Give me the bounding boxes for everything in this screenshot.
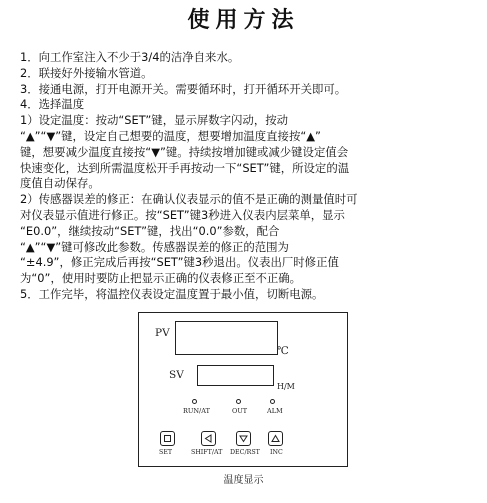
sv-label: SV xyxy=(169,369,184,381)
figure-caption: 温度显示 xyxy=(223,475,264,486)
out-indicator-light xyxy=(236,399,241,404)
page-title: 使用方法 xyxy=(187,8,300,33)
run-at-label: RUN/AT xyxy=(183,407,210,415)
instruction-line: 为“0”，使用时要防止把显示正确的仪表修正至不正确。 xyxy=(20,271,302,286)
alm-indicator-light xyxy=(270,399,275,404)
shift-at-button-label: SHIFT/AT xyxy=(191,449,223,456)
pv-label: PV xyxy=(155,327,170,339)
instruction-line: 对仪表显示值进行修正。按“SET”键3秒进入仪表内层菜单，显示 xyxy=(20,207,345,222)
square-icon xyxy=(161,432,174,445)
instruction-line: “▲”“▼”键，设定自己想要的温度，想要增加温度直接按“▲” xyxy=(20,128,321,143)
dec-rst-button[interactable] xyxy=(236,431,251,446)
instructions-block xyxy=(20,50,475,303)
inc-button-label: INC xyxy=(270,449,283,456)
instruction-line: 度值自动保存。 xyxy=(20,176,100,191)
inc-button[interactable] xyxy=(268,431,283,446)
instruction-line: “E0.0”，继续按动“SET”键，找出“0.0”参数，配合 xyxy=(20,223,280,238)
triangle-down-icon xyxy=(237,432,250,445)
temperature-controller-panel xyxy=(138,312,348,467)
instruction-line: 3．接通电源，打开电源开关。需要循环时，打开循环开关即可。 xyxy=(20,81,347,96)
shift-at-button[interactable] xyxy=(201,431,216,446)
instruction-line: 2．联接好外接输水管道。 xyxy=(20,65,153,80)
run-at-indicator-light xyxy=(192,399,197,404)
set-button-label: SET xyxy=(159,449,173,456)
instruction-line: “▲”“▼”键可修改此参数。传感器误差的修正的范围为 xyxy=(20,239,289,254)
instruction-line: “±4.9”，修正完成后再按“SET”键3秒退出。仪表出厂时修正值 xyxy=(20,255,339,270)
triangle-left-icon xyxy=(202,432,215,445)
instruction-line: 5．工作完毕，将温控仪表设定温度置于最小值，切断电源。 xyxy=(20,286,324,301)
triangle-up-icon xyxy=(269,432,282,445)
set-button[interactable] xyxy=(160,431,175,446)
instruction-line: 1．向工作室注入不少于3/4的洁净自来水。 xyxy=(20,50,240,64)
instruction-line: 1）设定温度：按动“SET”键，显示屏数字闪动，按动 xyxy=(20,113,288,128)
dec-rst-button-label: DEC/RST xyxy=(230,449,260,456)
sv-unit: H/M xyxy=(277,382,295,391)
sv-display xyxy=(197,365,274,386)
instruction-line: 键，想要减少温度直接按“▼”键。持续按增加键或减少键设定值会 xyxy=(20,144,349,159)
instruction-line: 快速变化，达到所需温度松开手再按动一下“SET”键，所设定的温 xyxy=(20,160,350,175)
instruction-line: 4．选择温度 xyxy=(20,97,85,112)
instruction-line: 2）传感器误差的修正：在确认仪表显示的值不是正确的测量值时可 xyxy=(20,192,358,207)
alm-label: ALM xyxy=(267,407,283,415)
pv-unit: ℃ xyxy=(277,345,289,357)
pv-display xyxy=(175,321,278,355)
out-label: OUT xyxy=(232,407,248,415)
